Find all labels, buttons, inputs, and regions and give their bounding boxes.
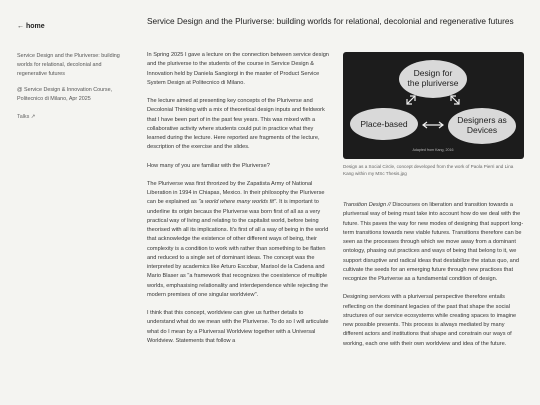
- pluriverse-text-a: The Pluriverse was first throrized by the Zapatista Army of National Liberation in 1994 in Chiapas, Mexico. In their philosophy the Pluriverse can be explained as: [147, 180, 325, 206]
- left-node-label: Place-based: [360, 119, 408, 129]
- arrow-right-top: [451, 96, 459, 104]
- transition-design-label: Transition Design //: [343, 202, 391, 208]
- article-left-column: [147, 51, 329, 355]
- top-node-line1: Design for: [413, 68, 453, 78]
- diagram-figure: [343, 52, 524, 159]
- lecture-paragraph: The lecture aimed at presenting key concepts of the Pluriverse and Decolonial Thinking with a mix of theoretical design inputs and fieldwork that I have been part of in the past few years. This was mixed with a collaborative activity where students could put in practice what they learned during the lecture. Here reported are fragments of the lecture, description of the exercise and the slides.: [147, 98, 325, 151]
- pluriverse-text-b: . It is important to underline its origin becaus the Pluriverse was born first of all as a very practical way of living and relating to the capitalist world, before being theorised with all its implications. It's first of all a way of being in the world that acknowledge the existence of other different ways of being, their complexity is a condition to work with rather than something to be flatten and reduced to a single set of dominant ideas. The concept was the interpreted by academics like Arturo Escobar, Marisol de la Cadena and Mario Blaser as "a framework that recognizes the coexistence of multiple worlds, emphasising relationality and interdependence while rejecting the modern premises of one singular worldview".: [147, 199, 329, 298]
- transition-design-text: Discourses on liberation and transition towards a pluriversal way of being must take into account how do we deal with the future. This paves the way for new modes of designing that support long-term transitions towards new viable futures. Transitions therefore can be seen as the processes through which we move away from a dominant ontology, phasing out practices and ways of being that belong to it, we support disruptive and radical ideas that destabilize the status quo, and cultivate the seeds for an emerging future through new practices that recognize the Pluriverse as a fundamental condition of design.: [343, 202, 524, 282]
- talks-link[interactable]: Talks ↗: [17, 114, 36, 120]
- page-title: Service Design and the Pluriverse: building worlds for relational, decolonial and regenerative futures: [147, 16, 514, 26]
- worldview-paragraph: I think that this concept, worldview can give us further details to understand what do we mean with the Pluriverse. To do so I will articulate what do I mean by a Pluriversal Worldview together with a Universal Worldview. Statements that follow a: [147, 310, 329, 344]
- right-node-line2: Devices: [466, 125, 498, 135]
- question-paragraph: How many of you are familiar with the Pluriverse?: [147, 162, 270, 169]
- figure-credit: Adapted from Kang, 2016: [412, 148, 454, 152]
- top-node-line2: the pluriverse: [407, 78, 459, 88]
- pluriverse-paragraph: [147, 180, 329, 300]
- sidebar-description: Service Design and the Pluriverse: building worlds for relational, decolonial and regenerative futures: [17, 53, 120, 77]
- right-node-line1: Designers as: [457, 115, 507, 125]
- design-social-circle-diagram: [343, 52, 524, 159]
- article-right-column: [343, 201, 525, 358]
- arrow-left-top: [407, 96, 415, 104]
- pluriverse-quote: "a world where many worlds fit": [198, 199, 276, 206]
- home-link[interactable]: ← home: [17, 23, 45, 30]
- transition-design-paragraph: [343, 201, 525, 284]
- sidebar-course-info: @ Service Design & Innovation Course, Politecnico di Milano, Apr 2025: [17, 87, 113, 102]
- figure-caption: Design as a Social Circle, concept developed from the work of Paola Pierri and Lina Kang within my MSc Thesis.jpg: [343, 164, 514, 176]
- services-paragraph: Designing services with a pluriversal perspective therefore entails reflecting on the dominant legacies of the past that shape the social structures of our service ecosystems while creating spaces to imagine new possible presents. This process is always mediated by many different actors and institutions that shape and constrain our ways of working, each one with their own worldview and idea of the future.: [343, 294, 517, 347]
- intro-paragraph: In Spring 2025 I gave a lecture on the connection between service design and the pluriverse to the students of the course in Service Design & Innovation held by Daniela Sangiorgi in the master of Product Service System Design at Politecnico di Milano.: [147, 52, 329, 86]
